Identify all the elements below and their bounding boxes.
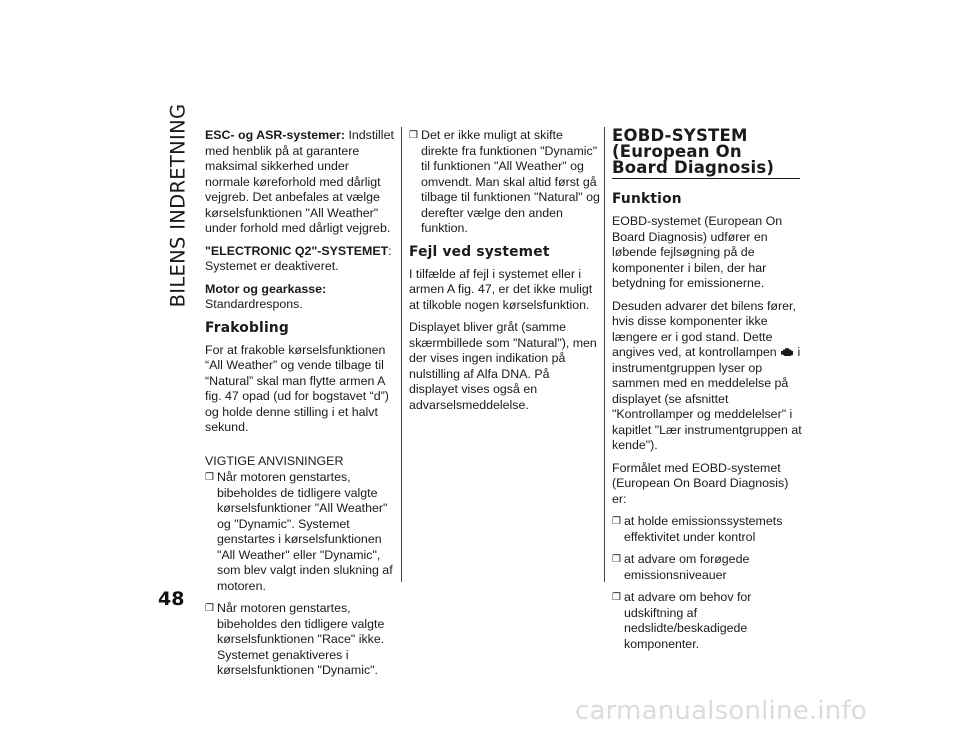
q2-text: Systemet er deaktiveret. — [205, 259, 339, 273]
bullet-text: at advare om forøgede emissionsniveauer — [624, 552, 750, 582]
esc-label: ESC- og ASR-systemer: — [205, 128, 345, 142]
funktion-paragraph-2 — [612, 299, 804, 454]
frakobling-paragraph: For at frakoble kørselsfunktionen “All Weather” og vende tilbage til “Natural” skal man flytte armen A fig. 47 opad (ud for bogstavet “d”) og holde denne stilling i et halvt sekund. — [205, 342, 389, 434]
watermark: carmanualsonline.info — [575, 696, 867, 726]
funktion-paragraph-1: EOBD-systemet (European On Board Diagnosis) udfører en løbende fejlsøgning på de komponenter i bilen, der har betydning for emissionerne. — [612, 214, 783, 290]
chapter-title: BILENS INDRETNING — [166, 103, 190, 307]
checkbox-bullet-icon: ❒ — [205, 603, 214, 614]
list-item — [612, 514, 804, 545]
list-item — [205, 601, 397, 679]
funktion-text-after-icon: i instrumentgruppen lyser op sammen med en meddelelse på displayet (se afsnittet "Kontrollamper og meddelelser" i kapitlet "Lær instrumentgruppen at kende"). — [612, 345, 802, 452]
motor-paragraph — [205, 282, 397, 313]
page-number: 48 — [158, 588, 185, 610]
fejl-heading: Fejl ved systemet — [409, 243, 550, 260]
bullet-text: Når motoren genstartes, bibeholdes de tidligere valgte kørselsfunktioner "All Weather" og "Dynamic". Systemet genstartes i kørselsfunktionen "All Weather" eller "Dynamic", som blev valgt inden slukning af motoren. — [217, 470, 393, 593]
funktion-heading: Funktion — [612, 191, 682, 207]
column-right — [612, 128, 804, 659]
column-left — [205, 128, 397, 686]
esc-text: Indstillet med henblik på at garantere maksimal sikkerhed under normale køreforhold med dårligt vejgreb. Det anbefales at vælge kørselsfunktionen "All Weather" under forhold med dårligt vejgreb. — [205, 128, 394, 235]
bullet-text: at advare om behov for udskiftning af nedslidte/beskadigede komponenter. — [624, 590, 752, 651]
funktion-text-before-icon: Desuden advarer det bilens fører, hvis disse komponenter ikke længere er i god stand. Dette angives ved, at kontrollampen — [612, 298, 796, 359]
fejl-paragraph-1: I tilfælde af fejl i systemet eller i armen A fig. 47, er det ikke muligt at tilkoble nogen kørselsfunktion. — [409, 266, 593, 312]
q2-label: "ELECTRONIC Q2"-SYSTEMET — [205, 243, 389, 258]
column-divider — [604, 127, 605, 582]
section-title-line-2: (European On — [612, 142, 742, 161]
section-title-line-1: EOBD-SYSTEM — [612, 126, 748, 145]
chapter-side-tab — [158, 103, 198, 307]
checkbox-bullet-icon: ❒ — [205, 472, 214, 483]
section-title — [612, 128, 800, 179]
list-item — [205, 470, 397, 594]
notice-title: VIGTIGE ANVISNINGER — [205, 453, 344, 468]
fejl-paragraph-2: Displayet bliver gråt (samme skærmbillede som "Natural"), men der vises ingen indikation på nulstilling af Alfa DNA. På displayet vises også en advarselsmeddelelse. — [409, 320, 597, 412]
engine-warning-icon — [780, 346, 794, 356]
column-divider — [401, 127, 402, 582]
bullet-text: Når motoren genstartes, bibeholdes den tidligere valgte kørselsfunktionen "Race" ikke. Systemet genaktiveres i kørselsfunktionen "Dynamic". — [217, 601, 385, 677]
q2-paragraph — [205, 244, 397, 275]
checkbox-bullet-icon: ❒ — [612, 592, 621, 603]
section-title-line-3: Board Diagnosis) — [612, 158, 775, 177]
motor-label: Motor og gearkasse: — [205, 281, 327, 296]
list-item — [612, 552, 804, 583]
bullet-text: Det er ikke muligt at skifte direkte fra funktionen "Dynamic" til funktionen "All Weather" og omvendt. Man skal altid først gå tilbage til funktionen "Natural" og derefter vælge den anden funktion. — [421, 128, 600, 235]
list-item — [612, 590, 804, 652]
funktion-paragraph-3: Formålet med EOBD-systemet (European On Board Diagnosis) er: — [612, 460, 789, 506]
bullet-text: at holde emissionssystemets effektivitet under kontrol — [624, 514, 783, 544]
checkbox-bullet-icon: ❒ — [612, 516, 621, 527]
checkbox-bullet-icon: ❒ — [612, 554, 621, 565]
motor-text: Standardrespons. — [205, 297, 303, 311]
q2-colon: : — [388, 243, 392, 258]
frakobling-heading: Frakobling — [205, 319, 289, 336]
column-middle — [409, 128, 601, 420]
checkbox-bullet-icon: ❒ — [409, 130, 418, 141]
list-item — [409, 128, 601, 237]
esc-paragraph — [205, 128, 397, 237]
